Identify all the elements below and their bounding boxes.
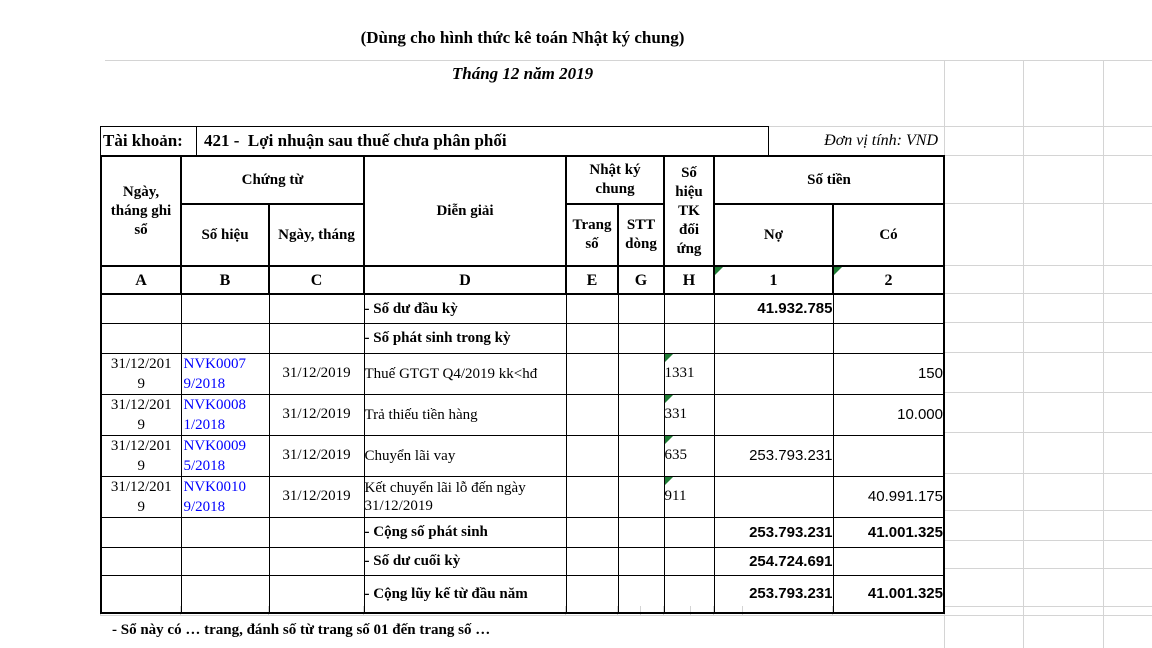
- column-letter-a[interactable]: A: [101, 266, 181, 294]
- error-indicator-icon: [715, 267, 723, 275]
- account-label: Tài khoản:: [103, 131, 183, 150]
- cell-doc-no[interactable]: [181, 476, 269, 517]
- cell-debit[interactable]: 41.932.785: [714, 294, 833, 323]
- cell-doc-date[interactable]: [269, 323, 364, 353]
- cell-date[interactable]: 31/12/2019: [101, 476, 181, 517]
- gridline: [945, 392, 1152, 393]
- gridline: [768, 126, 1152, 127]
- cell-doc-date[interactable]: 31/12/2019: [269, 394, 364, 435]
- cell-tk[interactable]: 1331: [664, 353, 714, 394]
- cell-credit[interactable]: [833, 294, 944, 323]
- cell-debit[interactable]: 254.724.691: [714, 547, 833, 575]
- header-so-tien[interactable]: Số tiền: [714, 156, 944, 204]
- cell-date[interactable]: [101, 323, 181, 353]
- column-letter-2[interactable]: 2: [833, 266, 944, 294]
- cell-date[interactable]: [101, 517, 181, 547]
- column-letter-h[interactable]: H: [664, 266, 714, 294]
- header-stt-dong[interactable]: STT dòng: [618, 204, 664, 266]
- header-trang-so[interactable]: Trang số: [566, 204, 618, 266]
- cell-debit[interactable]: [714, 476, 833, 517]
- cell-doc-date[interactable]: 31/12/2019: [269, 435, 364, 476]
- page-title: (Dùng cho hình thức kê toán Nhật ký chung): [360, 28, 685, 47]
- cell-doc-no[interactable]: [181, 547, 269, 575]
- cell-line[interactable]: [618, 294, 664, 323]
- account-value: 421 - Lợi nhuận sau thuế chưa phân phối: [204, 131, 507, 150]
- cell-credit[interactable]: 41.001.325: [833, 575, 944, 613]
- column-letter-b[interactable]: B: [181, 266, 269, 294]
- cell-credit[interactable]: 40.991.175: [833, 476, 944, 517]
- header-chung-tu[interactable]: Chứng từ: [181, 156, 364, 204]
- table-row-period-section: [101, 323, 944, 353]
- cell-doc-no[interactable]: [181, 294, 269, 323]
- gridline: [100, 615, 1152, 616]
- cell-date[interactable]: 31/12/2019: [101, 435, 181, 476]
- error-indicator-icon: [665, 395, 673, 403]
- cell-tk[interactable]: [664, 323, 714, 353]
- cell-line[interactable]: [618, 547, 664, 575]
- gridline: [945, 606, 1152, 607]
- cell-doc-date[interactable]: 31/12/2019: [269, 353, 364, 394]
- doc-link[interactable]: NVK00079/2018: [183, 355, 246, 392]
- cell-line[interactable]: [618, 353, 664, 394]
- cell-desc[interactable]: Chuyển lãi vay: [364, 435, 566, 476]
- cell-date[interactable]: 31/12/2019: [101, 394, 181, 435]
- cell-credit[interactable]: 150: [833, 353, 944, 394]
- cell-credit[interactable]: 10.000: [833, 394, 944, 435]
- cell-doc-date[interactable]: 31/12/2019: [269, 476, 364, 517]
- cell-page[interactable]: [566, 476, 618, 517]
- cell-date[interactable]: [101, 294, 181, 323]
- header-so-hieu-tk-doi-ung[interactable]: Số hiệu TK đối ứng: [664, 156, 714, 266]
- column-letter-g[interactable]: G: [618, 266, 664, 294]
- cell-desc[interactable]: Trả thiếu tiền hàng: [364, 394, 566, 435]
- column-letter-d[interactable]: D: [364, 266, 566, 294]
- cell-line[interactable]: [618, 476, 664, 517]
- cell-desc[interactable]: - Cộng số phát sinh: [364, 517, 566, 547]
- gridline: [945, 432, 1152, 433]
- cell-doc-date[interactable]: [269, 575, 364, 613]
- cell-credit[interactable]: 41.001.325: [833, 517, 944, 547]
- cell-date[interactable]: [101, 547, 181, 575]
- cell-tk[interactable]: 331: [664, 394, 714, 435]
- cell-debit[interactable]: [714, 394, 833, 435]
- cell-desc[interactable]: Thuế GTGT Q4/2019 kk<hđ: [364, 353, 566, 394]
- cell-date[interactable]: [101, 575, 181, 613]
- column-letter-c[interactable]: C: [269, 266, 364, 294]
- gridline: [1103, 60, 1104, 648]
- table-row-opening-balance: [101, 294, 944, 323]
- cell-desc[interactable]: Kết chuyển lãi lỗ đến ngày 31/12/2019: [364, 476, 566, 517]
- page-subtitle: Tháng 12 năm 2019: [451, 64, 594, 83]
- cell-doc-date[interactable]: [269, 547, 364, 575]
- gridline: [105, 60, 1152, 61]
- cell-page[interactable]: [566, 323, 618, 353]
- cell-credit[interactable]: [833, 547, 944, 575]
- table-row-cumulative-total: [101, 575, 944, 613]
- header-co[interactable]: Có: [833, 204, 944, 266]
- cell-desc[interactable]: - Số phát sinh trong kỳ: [364, 323, 566, 353]
- error-indicator-icon: [834, 267, 842, 275]
- footer-note: - Sổ này có … trang, đánh số từ trang số 01 đến trang số …: [112, 622, 491, 638]
- header-ngay-thang[interactable]: Ngày, tháng: [269, 204, 364, 266]
- gridline: [945, 473, 1152, 474]
- error-indicator-icon: [665, 354, 673, 362]
- cell-tk[interactable]: [664, 575, 714, 613]
- cell-debit[interactable]: [714, 353, 833, 394]
- table-row-entry: [101, 435, 944, 476]
- gridline: [945, 265, 1152, 266]
- cell-doc-no[interactable]: [181, 517, 269, 547]
- cell-debit[interactable]: 253.793.231: [714, 517, 833, 547]
- cell-page[interactable]: [566, 394, 618, 435]
- cell-debit[interactable]: [714, 323, 833, 353]
- cell-credit[interactable]: [833, 323, 944, 353]
- header-ngay-thang-ghi-so[interactable]: Ngày, tháng ghi sổ: [101, 156, 181, 266]
- gridline: [945, 510, 1152, 511]
- cell-line[interactable]: [618, 435, 664, 476]
- gridline: [945, 540, 1152, 541]
- cell-doc-no[interactable]: [181, 353, 269, 394]
- cell-doc-no[interactable]: [181, 394, 269, 435]
- cell-page[interactable]: [566, 547, 618, 575]
- ledger-table: [100, 155, 945, 614]
- clipped-footer-row: [112, 618, 832, 638]
- cell-doc-date[interactable]: [269, 517, 364, 547]
- cell-line[interactable]: [618, 323, 664, 353]
- header-dien-giai[interactable]: Diễn giải: [364, 156, 566, 266]
- gridline: [945, 293, 1152, 294]
- cell-credit[interactable]: [833, 435, 944, 476]
- gridline: [945, 155, 1152, 156]
- column-letter-e[interactable]: E: [566, 266, 618, 294]
- cell-tk[interactable]: 635: [664, 435, 714, 476]
- cell-tk[interactable]: [664, 517, 714, 547]
- cell-line[interactable]: [618, 575, 664, 613]
- cell-tk[interactable]: 911: [664, 476, 714, 517]
- unit-cell-left-border: [768, 126, 769, 155]
- error-indicator-icon: [665, 436, 673, 444]
- gridline: [945, 203, 1152, 204]
- cell-desc[interactable]: - Số dư đầu kỳ: [364, 294, 566, 323]
- table-row-entry: [101, 353, 944, 394]
- gridline: [945, 568, 1152, 569]
- gridline: [945, 352, 1152, 353]
- cell-doc-date[interactable]: [269, 294, 364, 323]
- header-so-hieu[interactable]: Số hiệu: [181, 204, 269, 266]
- doc-link[interactable]: NVK00081/2018: [183, 396, 246, 433]
- cell-page[interactable]: [566, 294, 618, 323]
- column-letter-1[interactable]: 1: [714, 266, 833, 294]
- doc-link[interactable]: NVK00095/2018: [183, 437, 246, 474]
- doc-link[interactable]: NVK00109/2018: [183, 478, 246, 515]
- header-nhat-ky-chung[interactable]: Nhật ký chung: [566, 156, 664, 204]
- gridline: [1023, 60, 1024, 648]
- cell-tk[interactable]: [664, 547, 714, 575]
- cell-page[interactable]: [566, 517, 618, 547]
- cell-page[interactable]: [566, 353, 618, 394]
- cell-doc-no[interactable]: [181, 323, 269, 353]
- cell-debit[interactable]: 253.793.231: [714, 435, 833, 476]
- cell-doc-no[interactable]: [181, 575, 269, 613]
- gridline: [945, 322, 1152, 323]
- cell-desc[interactable]: - Số dư cuối kỳ: [364, 547, 566, 575]
- cell-tk[interactable]: [664, 294, 714, 323]
- account-row-divider: [196, 126, 197, 155]
- table-row-entry: [101, 394, 944, 435]
- table-row-total-period: [101, 517, 944, 547]
- header-no[interactable]: Nợ: [714, 204, 833, 266]
- cell-doc-no[interactable]: [181, 435, 269, 476]
- cell-line[interactable]: [618, 517, 664, 547]
- cell-debit[interactable]: 253.793.231: [714, 575, 833, 613]
- cell-page[interactable]: [566, 435, 618, 476]
- cell-desc[interactable]: - Cộng lũy kế từ đầu năm: [364, 575, 566, 613]
- cell-page[interactable]: [566, 575, 618, 613]
- table-row-entry: [101, 476, 944, 517]
- account-row-top-border: [100, 126, 768, 127]
- table-row-closing-balance: [101, 547, 944, 575]
- account-row-left-border: [100, 126, 101, 155]
- cell-date[interactable]: 31/12/2019: [101, 353, 181, 394]
- currency-unit-label: Đơn vị tính: VND: [824, 132, 938, 149]
- cell-line[interactable]: [618, 394, 664, 435]
- error-indicator-icon: [665, 477, 673, 485]
